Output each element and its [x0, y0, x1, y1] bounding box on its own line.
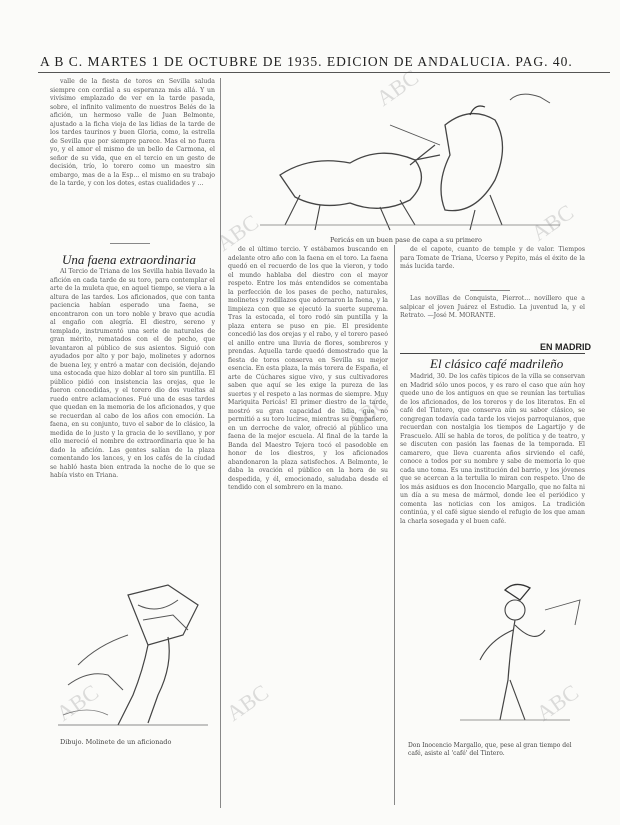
right-figure-caption — [408, 742, 588, 758]
section-divider — [470, 290, 510, 291]
article-paragraph: Las novillas de Conquista, Pierrot... novillero que a salpicar el joven Juárez el Estudio. La juventud la, y el Retrato. —José M. MORANTE. — [400, 295, 585, 319]
headline-faena: Una faena extraordinaria — [62, 252, 196, 267]
header-rule — [38, 72, 610, 73]
left-figure-caption: Dibujo. Molinete de un aficionado — [60, 738, 172, 746]
top-figure-caption: Pericás en un buen pase de capa a su primero — [330, 236, 482, 244]
article-paragraph: Madrid, 30. De los cafés típicos de la villa se conservan en Madrid sólo unos pocos, y es raro el caso que aún hoy quede uno de los antiguos en que se reunían las tertulias de los aficionados, de los toreros y de los literatos. En el café del Tintero, que conserva aún su sabor clásico, se congregan todavía cada tarde los viejos parroquianos, que recuerdan con nostalgia los tiempos de Lagartijo y de Frascuelo. Allí se habla de toros, de política y de teatro, y se discuten con pasión las faenas de la temporada. El camarero, que lleva cuarenta años sirviendo el café, conoce a todos por su nombre y sabe de memoria lo que cada uno toma. Es una institución del barrio, y los jóvenes que se acercan a la tertulia lo miran con respeto. Uno de los más asiduos es don Inocencio Margallo, que no falta ni un día a su mesa de mármol, donde lee el periódico y comenta las noticias con los amigos. La tradición continúa, y el café sigue siendo el refugio de los que aman la charla sosegada y el buen café. — [400, 373, 585, 525]
section-divider — [110, 243, 150, 244]
left-column-top-text — [50, 78, 215, 238]
aficionado-illustration — [48, 575, 218, 735]
article-paragraph: Al Tercio de Triana de los Sevilla había llevado la afición en cada tarde de su toro, para contemplar el arte de la muleta que, en aquel tiempo, se viera a la altura de las tardes. Los aficionados, que con tanta paciencia habían esperado una faena, se encontraron con un toro noble y bravo que acudía al engaño con alegría. El diestro, sereno y templado, instrumentó una serie de naturales de gran mérito, rematados con el de pecho, que levantaron al público de sus asientos. Siguió con ayudados por alto y por bajo, molinetes y adornos de buena ley, y entró a matar con decisión, dejando una estocada que hizo doblar al toro sin puntilla. El público pidió con insistencia las orejas, que le fueron concedidas, y el torero dio dos vueltas al ruedo entre aclamaciones. Fué una de esas tardes que quedan en la memoria de los aficionados, y que se recuerdan al cabo de los años con emoción. La faena, en su conjunto, tuvo el sabor de lo clásico, la medida de lo justo y la gracia de lo sevillano, y por ello mereció el nombre de extraordinaria que le ha dado la afición. Las gentes salían de la plaza comentando los lances, y en los cafés de la ciudad se habló hasta bien entrada la noche de lo que se había visto en Triana. — [50, 268, 215, 479]
right-column-cafe-text — [400, 373, 585, 563]
watermark: ABC — [51, 679, 104, 726]
middle-column-text — [228, 246, 388, 806]
watermark: ABC — [531, 679, 584, 726]
column-divider-2 — [394, 245, 395, 805]
column-divider-1 — [220, 78, 221, 808]
watermark: ABC — [526, 199, 579, 246]
bullfight-illustration — [240, 85, 580, 235]
article-paragraph: valle de la fiesta de toros en Sevilla saluda siempre con cordial a su esperanza más allá. Y un vivísimo emplazado de ver en la tarde pasada, sobre, el infinito valimento de nuestros Belés de la afición, un hermoso valle de Juan Belmonte, ajustado a la ficha vieja de las lidias de la tarde de los tardes taurinos y buen Gloria, como, la estrella de Sevilla que por siempre parece. Mas el no fuera yo, y el amor el mismo de un bello de Carmona, el señor de su vida, que en el tercio en un gesto de decisión, trío, lo torero como un maestro sin embargo, mas de a la Esp... el mismo en su trabajo de la tarde, y con los dotes, estas cualidades y ... — [50, 78, 215, 187]
article-paragraph: de el capote, cuanto de temple y de valor. Tiempos para Tomate de Triana, Ucerso y Pepito, más el éxito de la más lucida tarde. — [400, 246, 585, 270]
headline-cafe: El clásico café madrileño — [430, 356, 564, 371]
watermark: ABC — [211, 209, 264, 256]
page-header: A B C. MARTES 1 DE OCTUBRE DE 1935. EDICION DE ANDALUCIA. PAG. 40. — [40, 54, 573, 69]
caption-text: Don Inocencio Margallo, que, pese al gran tiempo del café, asiste al 'café' del Tintero. — [408, 742, 572, 757]
section-label: EN MADRID — [540, 342, 591, 352]
left-column-text — [50, 268, 215, 566]
watermark: ABC — [371, 64, 424, 111]
right-column-middle-text — [400, 295, 585, 331]
article-paragraph: de el último tercio. Y estábamos buscando en adelante otro año con la faena en el toro. La faena quedó en el recuerdo de los que la vieron, y todo el mundo hablaba del diestro con el mayor respeto. Entre los más entendidos se comentaba la perfección de los pases de pecho, naturales, molinetes y rodillazos que adornaron la faena, y la limpieza con que se ejecutó la suerte suprema. Tras la estocada, el toro rodó sin puntilla y la plaza entera se puso en pie. El presidente concedió las dos orejas y el rabo, y el torero paseó el anillo entre una lluvia de flores, sombreros y prendas. Aquella tarde quedó demostrado que la fiesta de toros conserva en Sevilla su mejor esencia. En esta plaza, la más torera de España, el arte de Cúchares sigue vivo, y sus cultivadores saben que aquí se les exige la pureza de las suertes y el respeto a las normas de siempre. Muy Mariquita Pericás! El primer diestro de la tarde, mostró su gran capacidad de lidia, que no permitió a su toro lucirse, mientras su compañero, en un derroche de valor, ofreció al público una faena de la mejor escuela. Al final de la tarde la Banda del Maestro Tejera tocó el pasodoble en honor de los diestros, y los aficionados abandonaron la plaza satisfechos. A Belmonte, le daba la ovación el público en la hora de su despedida, y él, emocionado, saludaba desde el tendido con el sombrero en la mano. — [228, 246, 388, 491]
section-rule — [400, 353, 585, 354]
watermark: ABC — [341, 389, 394, 436]
right-column-top-text — [400, 246, 585, 282]
cafe-illustration — [420, 570, 590, 740]
watermark: ABC — [221, 679, 274, 726]
